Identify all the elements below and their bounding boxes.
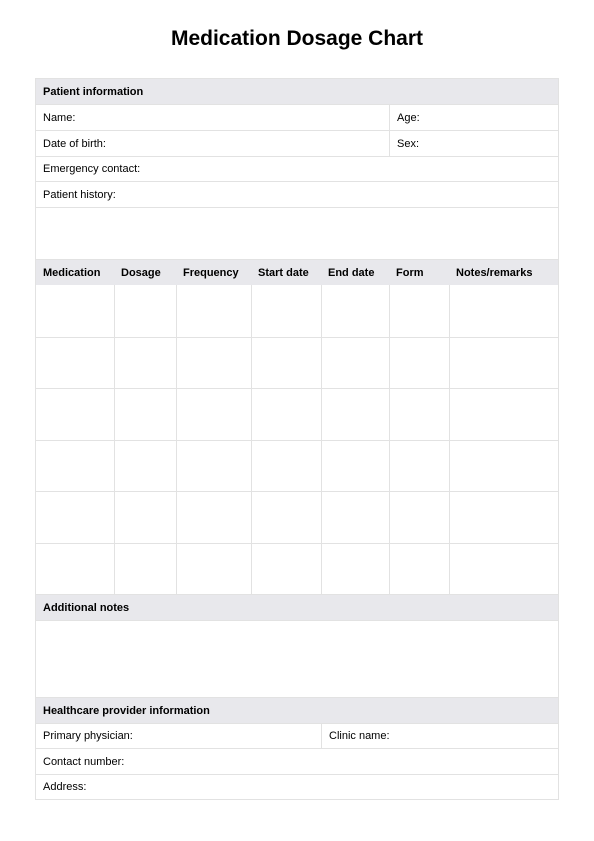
- medication-cell[interactable]: [176, 338, 251, 389]
- address-label: Address:: [43, 781, 87, 793]
- medication-cell[interactable]: [251, 285, 321, 337]
- medication-cell[interactable]: [114, 544, 176, 595]
- medication-row: [36, 337, 558, 389]
- medication-cell[interactable]: [321, 441, 389, 492]
- medication-cell[interactable]: [114, 285, 176, 337]
- medication-cell[interactable]: [449, 544, 558, 595]
- medication-row: [36, 285, 558, 337]
- medication-cell[interactable]: [389, 285, 449, 337]
- contact-number-label: Contact number:: [43, 755, 125, 768]
- medication-table-body: [36, 285, 558, 594]
- medication-cell[interactable]: [389, 338, 449, 389]
- patient-history-row: [36, 181, 558, 207]
- patient-info-header: [36, 79, 558, 104]
- emergency-contact-row: [36, 156, 558, 181]
- medication-cell[interactable]: [251, 544, 321, 595]
- address-field[interactable]: [36, 775, 558, 799]
- medication-cell[interactable]: [449, 441, 558, 492]
- medication-cell[interactable]: [36, 441, 114, 492]
- column-header: Notes/remarks: [456, 266, 533, 279]
- medication-row: [36, 491, 558, 543]
- clinic-name-label: Clinic name:: [329, 730, 390, 742]
- primary-physician-label: Primary physician:: [43, 730, 133, 742]
- medication-table-header: [36, 259, 558, 285]
- medication-row: [36, 543, 558, 595]
- medication-cell[interactable]: [389, 492, 449, 543]
- medication-cell[interactable]: [176, 544, 251, 595]
- additional-notes-header-label: Additional notes: [43, 601, 130, 614]
- provider-info-header-label: Healthcare provider information: [43, 704, 210, 717]
- column-header: Start date: [258, 266, 309, 279]
- patient-history-area: [36, 207, 558, 259]
- medication-cell[interactable]: [321, 492, 389, 543]
- address-row: [36, 774, 558, 799]
- additional-notes-header: [36, 594, 558, 620]
- medication-cell[interactable]: [389, 389, 449, 440]
- name-age-row: [36, 104, 558, 130]
- sex-label: Sex:: [397, 137, 420, 150]
- patient-history-label: Patient history:: [43, 188, 116, 201]
- patient-history-field[interactable]: [36, 208, 558, 259]
- medication-cell[interactable]: [36, 492, 114, 543]
- medication-form: [35, 78, 559, 800]
- medication-cell[interactable]: [321, 285, 389, 337]
- patient-info-header-label: Patient information: [43, 85, 144, 98]
- medication-cell[interactable]: [251, 389, 321, 440]
- medication-cell[interactable]: [321, 389, 389, 440]
- primary-physician-field[interactable]: [36, 724, 321, 748]
- column-header: End date: [328, 266, 375, 279]
- page-title: Medication Dosage Chart: [170, 27, 424, 50]
- additional-notes-area: [36, 620, 558, 697]
- medication-cell[interactable]: [389, 544, 449, 595]
- contact-number-field[interactable]: [36, 749, 558, 774]
- medication-cell[interactable]: [176, 492, 251, 543]
- age-label: Age:: [397, 111, 420, 124]
- medication-cell[interactable]: [36, 544, 114, 595]
- medication-cell[interactable]: [321, 544, 389, 595]
- medication-cell[interactable]: [36, 285, 114, 337]
- medication-row: [36, 388, 558, 440]
- medication-cell[interactable]: [114, 492, 176, 543]
- clinic-name-field[interactable]: [321, 724, 558, 748]
- medication-cell[interactable]: [449, 389, 558, 440]
- column-header: Medication: [43, 266, 101, 279]
- medication-cell[interactable]: [176, 441, 251, 492]
- additional-notes-field[interactable]: [36, 621, 558, 697]
- medication-cell[interactable]: [36, 389, 114, 440]
- medication-cell[interactable]: [449, 492, 558, 543]
- medication-cell[interactable]: [176, 389, 251, 440]
- medication-cell[interactable]: [251, 441, 321, 492]
- medication-cell[interactable]: [36, 338, 114, 389]
- medication-cell[interactable]: [114, 338, 176, 389]
- medication-cell[interactable]: [176, 285, 251, 337]
- medication-row: [36, 440, 558, 492]
- medication-cell[interactable]: [114, 389, 176, 440]
- physician-clinic-row: [36, 723, 558, 748]
- dob-sex-row: [36, 130, 558, 156]
- medication-cell[interactable]: [321, 338, 389, 389]
- emergency-contact-label: Emergency contact:: [43, 163, 141, 175]
- medication-cell[interactable]: [449, 338, 558, 389]
- provider-info-header: [36, 697, 558, 723]
- medication-cell[interactable]: [251, 338, 321, 389]
- dob-field[interactable]: [36, 131, 389, 156]
- medication-cell[interactable]: [389, 441, 449, 492]
- name-label: Name:: [43, 111, 76, 124]
- name-field[interactable]: [36, 105, 389, 130]
- medication-cell[interactable]: [251, 492, 321, 543]
- sex-field[interactable]: [389, 131, 558, 156]
- column-header: Dosage: [121, 266, 161, 279]
- medication-cell[interactable]: [114, 441, 176, 492]
- emergency-contact-field[interactable]: [36, 157, 558, 181]
- medication-cell[interactable]: [449, 285, 558, 337]
- dob-label: Date of birth:: [43, 137, 106, 150]
- column-header: Form: [396, 266, 424, 279]
- column-header: Frequency: [183, 266, 239, 279]
- contact-number-row: [36, 748, 558, 774]
- age-field[interactable]: [389, 105, 558, 130]
